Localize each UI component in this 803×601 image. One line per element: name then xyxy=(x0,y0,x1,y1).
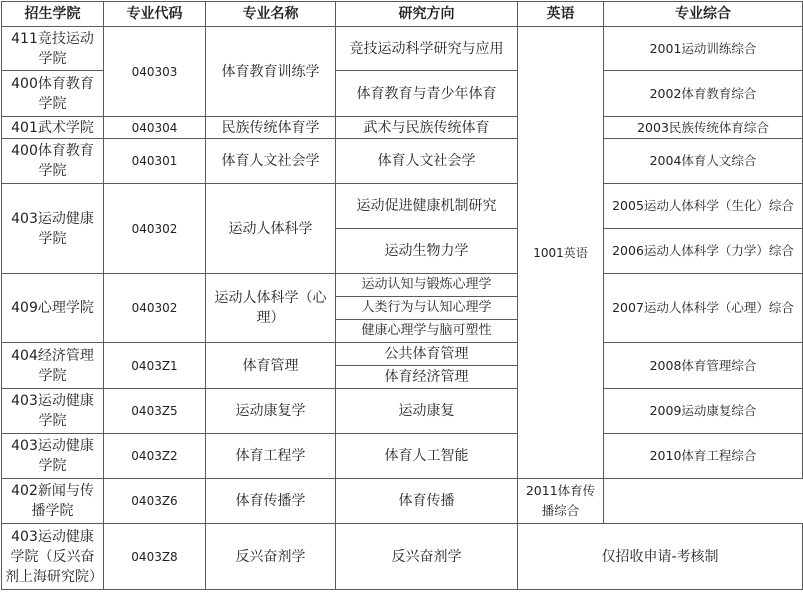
header-direction: 研究方向 xyxy=(336,2,518,27)
table-row xyxy=(2,389,803,434)
direction-cell: 运动促进健康机制研究 xyxy=(336,184,518,229)
comprehensive-cell: 2009运动康复综合 xyxy=(604,389,803,434)
college-cell: 402新闻与传播学院 xyxy=(2,479,104,524)
header-english: 英语 xyxy=(518,2,604,27)
major-cell: 民族传统体育学 xyxy=(206,117,336,139)
application-assessment-note: 仅招收申请-考核制 xyxy=(518,524,803,590)
comprehensive-cell: 2003民族传统体育综合 xyxy=(604,117,803,139)
code-cell: 0403Z5 xyxy=(104,389,206,434)
major-cell: 体育管理 xyxy=(206,343,336,389)
table-row xyxy=(2,27,803,71)
direction-cell: 健康心理学与脑可塑性 xyxy=(336,320,518,343)
comprehensive-cell: 2001运动训练综合 xyxy=(604,27,803,71)
code-cell: 0403Z6 xyxy=(104,479,206,524)
major-cell: 体育传播学 xyxy=(206,479,336,524)
major-cell: 运动人体科学（心理） xyxy=(206,274,336,343)
code-cell: 0403Z2 xyxy=(104,434,206,479)
direction-cell: 体育教育与青少年体育 xyxy=(336,71,518,117)
header-comprehensive: 专业综合 xyxy=(604,2,803,27)
header-college: 招生学院 xyxy=(2,2,104,27)
direction-cell: 运动生物力学 xyxy=(336,229,518,274)
code-cell: 040301 xyxy=(104,139,206,184)
table-row xyxy=(2,139,803,184)
major-cell: 体育人文社会学 xyxy=(206,139,336,184)
english-exam-cell: 1001英语 xyxy=(518,27,604,479)
college-cell: 409心理学院 xyxy=(2,274,104,343)
comprehensive-cell: 2007运动人体科学（心理）综合 xyxy=(604,274,803,343)
direction-cell: 运动康复 xyxy=(336,389,518,434)
header-major: 专业名称 xyxy=(206,2,336,27)
table-row xyxy=(2,524,803,590)
code-cell: 040303 xyxy=(104,27,206,117)
table-row xyxy=(2,343,803,366)
major-cell: 运动人体科学 xyxy=(206,184,336,274)
direction-cell: 竞技运动科学研究与应用 xyxy=(336,27,518,71)
direction-cell: 体育经济管理 xyxy=(336,366,518,389)
major-cell: 体育教育训练学 xyxy=(206,27,336,117)
comprehensive-cell: 2002体育教育综合 xyxy=(604,71,803,117)
major-cell: 反兴奋剂学 xyxy=(206,524,336,590)
college-cell: 411竞技运动学院 xyxy=(2,27,104,71)
major-cell: 体育工程学 xyxy=(206,434,336,479)
direction-cell: 体育人文社会学 xyxy=(336,139,518,184)
college-cell: 403运动健康学院 xyxy=(2,389,104,434)
direction-cell: 公共体育管理 xyxy=(336,343,518,366)
code-cell: 040302 xyxy=(104,274,206,343)
table-row xyxy=(2,479,803,524)
header-row xyxy=(2,2,803,27)
header-code: 专业代码 xyxy=(104,2,206,27)
code-cell: 0403Z8 xyxy=(104,524,206,590)
direction-cell: 人类行为与认知心理学 xyxy=(336,297,518,320)
direction-cell: 体育人工智能 xyxy=(336,434,518,479)
code-cell: 040302 xyxy=(104,184,206,274)
direction-cell: 体育传播 xyxy=(336,479,518,524)
code-cell: 0403Z1 xyxy=(104,343,206,389)
college-cell: 403运动健康学院（反兴奋剂上海研究院） xyxy=(2,524,104,590)
comprehensive-cell: 2004体育人文综合 xyxy=(604,139,803,184)
major-cell: 运动康复学 xyxy=(206,389,336,434)
comprehensive-cell: 2005运动人体科学（生化）综合 xyxy=(604,184,803,229)
comprehensive-cell: 2008体育管理综合 xyxy=(604,343,803,389)
direction-cell: 反兴奋剂学 xyxy=(336,524,518,590)
comprehensive-cell: 2010体育工程综合 xyxy=(604,434,803,479)
college-cell: 404经济管理学院 xyxy=(2,343,104,389)
college-cell: 400体育教育学院 xyxy=(2,139,104,184)
admissions-table xyxy=(1,1,803,590)
code-cell: 040304 xyxy=(104,117,206,139)
college-cell: 403运动健康学院 xyxy=(2,184,104,274)
college-cell: 403运动健康学院 xyxy=(2,434,104,479)
direction-cell: 武术与民族传统体育 xyxy=(336,117,518,139)
college-cell: 401武术学院 xyxy=(2,117,104,139)
table-row xyxy=(2,434,803,479)
college-cell: 400体育教育学院 xyxy=(2,71,104,117)
comprehensive-cell: 2006运动人体科学（力学）综合 xyxy=(604,229,803,274)
comprehensive-cell: 2011体育传播综合 xyxy=(518,479,604,524)
table-row xyxy=(2,184,803,229)
direction-cell: 运动认知与锻炼心理学 xyxy=(336,274,518,297)
table-row xyxy=(2,117,803,139)
table-row xyxy=(2,274,803,297)
